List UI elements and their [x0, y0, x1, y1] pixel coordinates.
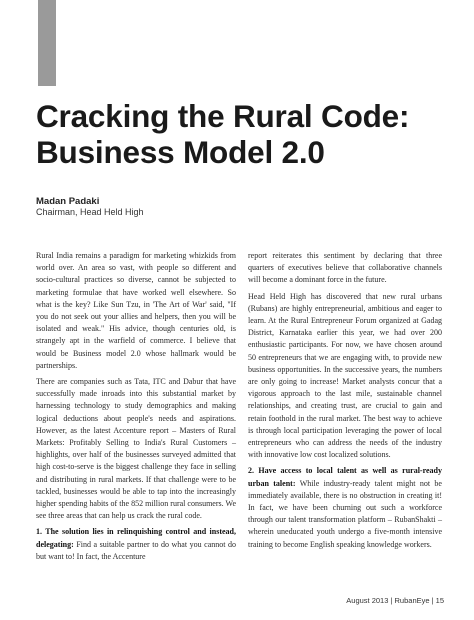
title-line-2: Business Model 2.0: [36, 134, 325, 170]
paragraph-body: While industry-ready talent might not be immediately available, there is no obstruction in creating it! In fact, we have been churning out such a workforce through our talent transformation platform – RubanShakti – wherein uneducated youth undergo a five-month intensive training to become English speaking knowledge workers.: [248, 478, 442, 549]
author-name: Madan Padaki: [36, 196, 100, 207]
page-footer: August 2013 | RubanEye | 15: [346, 596, 444, 605]
section-heading: 1. The solution lies in relinquishing control and instead, delegating:: [36, 527, 236, 549]
paragraph-body: Find a suitable partner to do what you cannot do but want to! In fact, the Accenture: [36, 539, 237, 561]
paragraph: Rural India remains a paradigm for marketing whizkids from world over. An area so vast, with people so different and socio-cultural practices so diverse, cannot be subjected to marketing formulae that have worked well elsewhere. So what is the key? Like Sun Tzu, in 'The Art of War' said, "If you do not seek out your allies and helpers, then you will be isolated and weak." His advice, though centuries old, is strangely apt in the warfield of commerce. I believe that would be Business model 2.0 whose hallmark would be partnerships.: [36, 251, 236, 370]
paragraph: There are companies such as Tata, ITC and Dabur that have successfully made inroads into this substantial market by harnessing technology to study demographics and making logical deductions about people's needs and aspirations. However, as the latest Accenture report – Masters of Rural Markets: Profitably Selling to India's Rural Customers – highlights, over half of the businesses surveyed admitted that high cost-to-serve is the biggest challenge they face in selling and distributing in rural markets. If that challenge were to be tackled, businesses would be able to tap into the increasingly higher spending habits of the 852 million rural consumers. We see three areas that can help us crack the rural code.: [36, 377, 236, 521]
paragraph: [36, 526, 236, 563]
article-title: [36, 98, 456, 170]
right-column: [248, 250, 442, 555]
paragraph: report reiterates this sentiment by declaring that three quarters of executives believe that collaborative channels will become a dominant force in the future.: [248, 251, 442, 285]
paragraph: Head Held High has discovered that new rural urbans (Rubans) are highly entrepreneurial, ambitious and eager to learn. At the Rural Entrepreneur Forum organized at Gadag District, Karnataka earlier this year, we had over 200 enthusiastic participants. For now, we have chosen around 50 entrepreneurs that we are engaging with, to provide new business opportunities. In the successive years, the numbers are only going to increase! Market analysts concur that a vigorous approach to the last mile, sustainable channel relationships, and creating trust, are crucial to gain and retain foothold in the rural market. The best way to achieve is through local participation leveraging the power of local entrepreneurs who can address the needs of the industry with innovative low cost localized solutions.: [248, 291, 442, 460]
author-role: Chairman, Head Held High: [36, 207, 144, 217]
title-line-1: Cracking the Rural Code:: [36, 98, 410, 134]
decorative-top-bar: [38, 0, 56, 86]
left-column: [36, 250, 236, 567]
paragraph: [248, 465, 442, 550]
section-heading: 2. Have access to local talent as well as rural-ready urban talent:: [248, 466, 442, 488]
